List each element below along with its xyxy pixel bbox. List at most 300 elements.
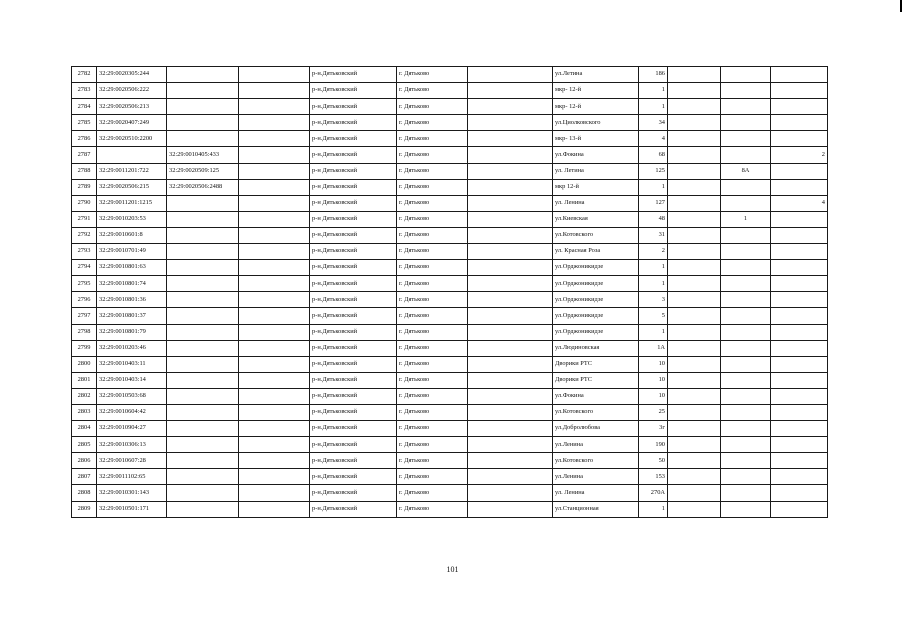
building-cell: [668, 67, 721, 83]
cadastral-number: [97, 147, 167, 163]
row-number: 2793: [72, 244, 97, 260]
street-cell: ул.Котовского: [553, 453, 639, 469]
house-number: 270А: [639, 485, 668, 501]
street-cell: ул.Орджоникидзе: [553, 308, 639, 324]
linked-cadastral-number: [167, 195, 239, 211]
apartment-cell: [771, 244, 828, 260]
city-cell: г. Дятьково: [397, 244, 468, 260]
district-cell: р-н.Дятьковский: [310, 469, 397, 485]
street-cell: ул.Котовского: [553, 227, 639, 243]
blank-cell: [468, 501, 553, 517]
row-number: 2788: [72, 163, 97, 179]
building-cell: [668, 83, 721, 99]
table-row: [72, 453, 828, 469]
corpus-cell: [721, 260, 771, 276]
row-number: 2790: [72, 195, 97, 211]
apartment-cell: [771, 469, 828, 485]
corpus-cell: [721, 372, 771, 388]
district-cell: р-н Дятьковский: [310, 195, 397, 211]
city-cell: г. Дятьково: [397, 485, 468, 501]
district-cell: р-н.Дятьковский: [310, 324, 397, 340]
house-number: 1: [639, 501, 668, 517]
building-cell: [668, 292, 721, 308]
table-row: [72, 404, 828, 420]
row-number: 2799: [72, 340, 97, 356]
empty-cell: [239, 404, 310, 420]
blank-cell: [468, 372, 553, 388]
row-number: 2784: [72, 99, 97, 115]
blank-cell: [468, 485, 553, 501]
linked-cadastral-number: [167, 227, 239, 243]
city-cell: г. Дятьково: [397, 501, 468, 517]
empty-cell: [239, 356, 310, 372]
building-cell: [668, 469, 721, 485]
house-number: 3: [639, 292, 668, 308]
table-row: [72, 163, 828, 179]
city-cell: г. Дятьково: [397, 437, 468, 453]
linked-cadastral-number: [167, 485, 239, 501]
city-cell: г. Дятьково: [397, 83, 468, 99]
cadastral-number: 32:29:0010601:8: [97, 227, 167, 243]
street-cell: ул.Циолковского: [553, 115, 639, 131]
apartment-cell: [771, 276, 828, 292]
linked-cadastral-number: [167, 437, 239, 453]
row-number: 2798: [72, 324, 97, 340]
street-cell: ул.Летина: [553, 67, 639, 83]
empty-cell: [239, 453, 310, 469]
registry-table: [71, 66, 828, 518]
house-number: 50: [639, 453, 668, 469]
house-number: 153: [639, 469, 668, 485]
building-cell: [668, 163, 721, 179]
cadastral-number: 32:29:0010801:74: [97, 276, 167, 292]
street-cell: ул.Фокина: [553, 147, 639, 163]
linked-cadastral-number: 32:29:0020506:2488: [167, 179, 239, 195]
street-cell: мкр 12-й: [553, 179, 639, 195]
house-number: 1: [639, 324, 668, 340]
building-cell: [668, 115, 721, 131]
building-cell: [668, 324, 721, 340]
cadastral-number: 32:29:0010701:49: [97, 244, 167, 260]
empty-cell: [239, 324, 310, 340]
house-number: 3г: [639, 421, 668, 437]
house-number: 1: [639, 276, 668, 292]
cadastral-number: 32:29:0011201:722: [97, 163, 167, 179]
street-cell: ул.Орджоникидзе: [553, 260, 639, 276]
building-cell: [668, 147, 721, 163]
blank-cell: [468, 308, 553, 324]
building-cell: [668, 340, 721, 356]
row-number: 2801: [72, 372, 97, 388]
linked-cadastral-number: [167, 324, 239, 340]
blank-cell: [468, 276, 553, 292]
district-cell: р-н.Дятьковский: [310, 404, 397, 420]
cadastral-number: 32:29:0010301:143: [97, 485, 167, 501]
city-cell: г. Дятьково: [397, 324, 468, 340]
house-number: 25: [639, 404, 668, 420]
apartment-cell: [771, 453, 828, 469]
house-number: 4: [639, 131, 668, 147]
building-cell: [668, 244, 721, 260]
city-cell: г. Дятьково: [397, 99, 468, 115]
row-number: 2785: [72, 115, 97, 131]
empty-cell: [239, 421, 310, 437]
city-cell: г. Дятьково: [397, 179, 468, 195]
district-cell: р-н.Дятьковский: [310, 276, 397, 292]
house-number: 1: [639, 179, 668, 195]
page-number: 101: [446, 565, 459, 574]
city-cell: г. Дятьково: [397, 421, 468, 437]
cadastral-number: 32:29:0011102:65: [97, 469, 167, 485]
apartment-cell: 4: [771, 195, 828, 211]
row-number: 2786: [72, 131, 97, 147]
blank-cell: [468, 179, 553, 195]
house-number: 125: [639, 163, 668, 179]
building-cell: [668, 372, 721, 388]
empty-cell: [239, 260, 310, 276]
cadastral-number: 32:29:0020510:2200: [97, 131, 167, 147]
city-cell: г. Дятьково: [397, 388, 468, 404]
cadastral-number: 32:29:0020506:215: [97, 179, 167, 195]
corpus-cell: [721, 131, 771, 147]
street-cell: ул. Летина: [553, 163, 639, 179]
city-cell: г. Дятьково: [397, 227, 468, 243]
row-number: 2796: [72, 292, 97, 308]
building-cell: [668, 131, 721, 147]
building-cell: [668, 388, 721, 404]
apartment-cell: [771, 211, 828, 227]
cadastral-number: 32:29:0010203:53: [97, 211, 167, 227]
cadastral-number: 32:29:0010801:37: [97, 308, 167, 324]
building-cell: [668, 276, 721, 292]
linked-cadastral-number: [167, 340, 239, 356]
linked-cadastral-number: [167, 99, 239, 115]
corpus-cell: [721, 99, 771, 115]
linked-cadastral-number: [167, 244, 239, 260]
linked-cadastral-number: [167, 356, 239, 372]
blank-cell: [468, 115, 553, 131]
cadastral-number: 32:29:0010503:68: [97, 388, 167, 404]
empty-cell: [239, 501, 310, 517]
empty-cell: [239, 437, 310, 453]
table-row: [72, 99, 828, 115]
cadastral-number: 32:29:0010306:13: [97, 437, 167, 453]
cadastral-number: 32:29:0020407:249: [97, 115, 167, 131]
apartment-cell: [771, 179, 828, 195]
linked-cadastral-number: [167, 260, 239, 276]
empty-cell: [239, 308, 310, 324]
empty-cell: [239, 372, 310, 388]
row-number: 2782: [72, 67, 97, 83]
linked-cadastral-number: [167, 469, 239, 485]
row-number: 2800: [72, 356, 97, 372]
corpus-cell: [721, 115, 771, 131]
district-cell: р-н.Дятьковский: [310, 372, 397, 388]
blank-cell: [468, 453, 553, 469]
linked-cadastral-number: [167, 211, 239, 227]
empty-cell: [239, 83, 310, 99]
building-cell: [668, 437, 721, 453]
building-cell: [668, 421, 721, 437]
cadastral-number: 32:29:0010501:171: [97, 501, 167, 517]
house-number: 1: [639, 260, 668, 276]
empty-cell: [239, 67, 310, 83]
district-cell: р-н.Дятьковский: [310, 485, 397, 501]
district-cell: р-н Дятьковский: [310, 179, 397, 195]
linked-cadastral-number: [167, 276, 239, 292]
district-cell: р-н Дятьковский: [310, 163, 397, 179]
table-row: [72, 372, 828, 388]
row-number: 2789: [72, 179, 97, 195]
apartment-cell: [771, 356, 828, 372]
table-row: [72, 131, 828, 147]
city-cell: г. Дятьково: [397, 67, 468, 83]
district-cell: р-н.Дятьковский: [310, 437, 397, 453]
linked-cadastral-number: [167, 115, 239, 131]
city-cell: г. Дятьково: [397, 453, 468, 469]
cadastral-number: 32:29:0010801:36: [97, 292, 167, 308]
row-number: 2809: [72, 501, 97, 517]
blank-cell: [468, 83, 553, 99]
city-cell: г. Дятьково: [397, 131, 468, 147]
district-cell: р-н.Дятьковский: [310, 83, 397, 99]
table-row: [72, 501, 828, 517]
street-cell: ул.Орджоникидзе: [553, 292, 639, 308]
apartment-cell: [771, 83, 828, 99]
district-cell: р-н.Дятьковский: [310, 356, 397, 372]
empty-cell: [239, 115, 310, 131]
linked-cadastral-number: [167, 421, 239, 437]
row-number: 2807: [72, 469, 97, 485]
blank-cell: [468, 404, 553, 420]
cadastral-number: 32:29:0010403:14: [97, 372, 167, 388]
empty-cell: [239, 244, 310, 260]
registry-rows: [72, 67, 828, 518]
district-cell: р-н.Дятьковский: [310, 308, 397, 324]
cadastral-number: 32:29:0011201:1215: [97, 195, 167, 211]
row-number: 2805: [72, 437, 97, 453]
city-cell: г. Дятьково: [397, 211, 468, 227]
apartment-cell: [771, 340, 828, 356]
street-cell: ул.Киевская: [553, 211, 639, 227]
blank-cell: [468, 340, 553, 356]
table-row: [72, 388, 828, 404]
building-cell: [668, 453, 721, 469]
blank-cell: [468, 356, 553, 372]
row-number: 2808: [72, 485, 97, 501]
apartment-cell: [771, 67, 828, 83]
street-cell: ул.Орджоникидзе: [553, 276, 639, 292]
apartment-cell: [771, 308, 828, 324]
row-number: 2795: [72, 276, 97, 292]
corpus-cell: [721, 244, 771, 260]
street-cell: ул.Станционная: [553, 501, 639, 517]
apartment-cell: 2: [771, 147, 828, 163]
district-cell: р-н.Дятьковский: [310, 227, 397, 243]
table-row: [72, 437, 828, 453]
linked-cadastral-number: [167, 388, 239, 404]
corpus-cell: [721, 501, 771, 517]
city-cell: г. Дятьково: [397, 147, 468, 163]
building-cell: [668, 356, 721, 372]
city-cell: г. Дятьково: [397, 372, 468, 388]
street-cell: мкр- 13-й: [553, 131, 639, 147]
empty-cell: [239, 340, 310, 356]
table-row: [72, 292, 828, 308]
corpus-cell: [721, 147, 771, 163]
blank-cell: [468, 469, 553, 485]
linked-cadastral-number: [167, 372, 239, 388]
house-number: 1А: [639, 340, 668, 356]
apartment-cell: [771, 99, 828, 115]
building-cell: [668, 227, 721, 243]
cadastral-number: 32:29:0010403:11: [97, 356, 167, 372]
table-row: [72, 308, 828, 324]
row-number: 2803: [72, 404, 97, 420]
corpus-cell: 1: [721, 211, 771, 227]
corpus-cell: [721, 324, 771, 340]
house-number: 5: [639, 308, 668, 324]
cadastral-number: 32:29:0020305:244: [97, 67, 167, 83]
blank-cell: [468, 292, 553, 308]
apartment-cell: [771, 421, 828, 437]
cadastral-number: 32:29:0010801:79: [97, 324, 167, 340]
table-row: [72, 179, 828, 195]
blank-cell: [468, 260, 553, 276]
street-cell: ул.Людиновская: [553, 340, 639, 356]
city-cell: г. Дятьково: [397, 356, 468, 372]
street-cell: Дворики РТС: [553, 356, 639, 372]
blank-cell: [468, 244, 553, 260]
building-cell: [668, 501, 721, 517]
house-number: 48: [639, 211, 668, 227]
house-number: 1: [639, 83, 668, 99]
empty-cell: [239, 388, 310, 404]
corpus-cell: [721, 469, 771, 485]
empty-cell: [239, 179, 310, 195]
district-cell: р-н.Дятьковский: [310, 388, 397, 404]
building-cell: [668, 308, 721, 324]
street-cell: ул.Ленина: [553, 437, 639, 453]
corpus-cell: [721, 421, 771, 437]
house-number: 68: [639, 147, 668, 163]
linked-cadastral-number: 32:29:0020509:125: [167, 163, 239, 179]
empty-cell: [239, 469, 310, 485]
street-cell: Дворики РТС: [553, 372, 639, 388]
table-row: [72, 260, 828, 276]
table-row: [72, 244, 828, 260]
house-number: 127: [639, 195, 668, 211]
apartment-cell: [771, 372, 828, 388]
city-cell: г. Дятьково: [397, 308, 468, 324]
apartment-cell: [771, 437, 828, 453]
corpus-cell: [721, 340, 771, 356]
apartment-cell: [771, 485, 828, 501]
building-cell: [668, 99, 721, 115]
street-cell: ул. Красная Роза: [553, 244, 639, 260]
apartment-cell: [771, 388, 828, 404]
apartment-cell: [771, 115, 828, 131]
corpus-cell: [721, 404, 771, 420]
building-cell: [668, 195, 721, 211]
house-number: 10: [639, 356, 668, 372]
row-number: 2797: [72, 308, 97, 324]
corpus-cell: [721, 179, 771, 195]
street-cell: ул. Ленина: [553, 485, 639, 501]
corpus-cell: [721, 292, 771, 308]
city-cell: г. Дятьково: [397, 276, 468, 292]
street-cell: ул.Орджоникидзе: [553, 324, 639, 340]
linked-cadastral-number: [167, 131, 239, 147]
house-number: 31: [639, 227, 668, 243]
city-cell: г. Дятьково: [397, 260, 468, 276]
blank-cell: [468, 227, 553, 243]
house-number: 190: [639, 437, 668, 453]
city-cell: г. Дятьково: [397, 292, 468, 308]
district-cell: р-н.Дятьковский: [310, 340, 397, 356]
cadastral-number: 32:29:0010203:46: [97, 340, 167, 356]
linked-cadastral-number: [167, 404, 239, 420]
street-cell: ул. Ленина: [553, 195, 639, 211]
table-row: [72, 115, 828, 131]
city-cell: г. Дятьково: [397, 195, 468, 211]
district-cell: р-н Дятьковский: [310, 211, 397, 227]
apartment-cell: [771, 324, 828, 340]
apartment-cell: [771, 131, 828, 147]
row-number: 2791: [72, 211, 97, 227]
linked-cadastral-number: [167, 501, 239, 517]
house-number: 10: [639, 388, 668, 404]
street-cell: ул.Котовского: [553, 404, 639, 420]
corpus-cell: [721, 356, 771, 372]
blank-cell: [468, 195, 553, 211]
row-number: 2802: [72, 388, 97, 404]
blank-cell: [468, 163, 553, 179]
district-cell: р-н.Дятьковский: [310, 147, 397, 163]
empty-cell: [239, 163, 310, 179]
apartment-cell: [771, 501, 828, 517]
district-cell: р-н.Дятьковский: [310, 501, 397, 517]
empty-cell: [239, 195, 310, 211]
scan-edge-mark: [900, 0, 902, 12]
building-cell: [668, 179, 721, 195]
empty-cell: [239, 485, 310, 501]
blank-cell: [468, 437, 553, 453]
building-cell: [668, 260, 721, 276]
district-cell: р-н.Дятьковский: [310, 99, 397, 115]
linked-cadastral-number: [167, 308, 239, 324]
blank-cell: [468, 99, 553, 115]
table-row: [72, 485, 828, 501]
row-number: 2806: [72, 453, 97, 469]
district-cell: р-н.Дятьковский: [310, 131, 397, 147]
row-number: 2794: [72, 260, 97, 276]
cadastral-number: 32:29:0010904:27: [97, 421, 167, 437]
cadastral-number: 32:29:0010801:63: [97, 260, 167, 276]
apartment-cell: [771, 404, 828, 420]
house-number: 2: [639, 244, 668, 260]
table-row: [72, 83, 828, 99]
cadastral-number: 32:29:0010607:28: [97, 453, 167, 469]
corpus-cell: [721, 308, 771, 324]
corpus-cell: [721, 67, 771, 83]
house-number: 34: [639, 115, 668, 131]
cadastral-number: 32:29:0020506:213: [97, 99, 167, 115]
district-cell: р-н.Дятьковский: [310, 260, 397, 276]
table-row: [72, 421, 828, 437]
cadastral-number: 32:29:0010604:42: [97, 404, 167, 420]
city-cell: г. Дятьково: [397, 469, 468, 485]
